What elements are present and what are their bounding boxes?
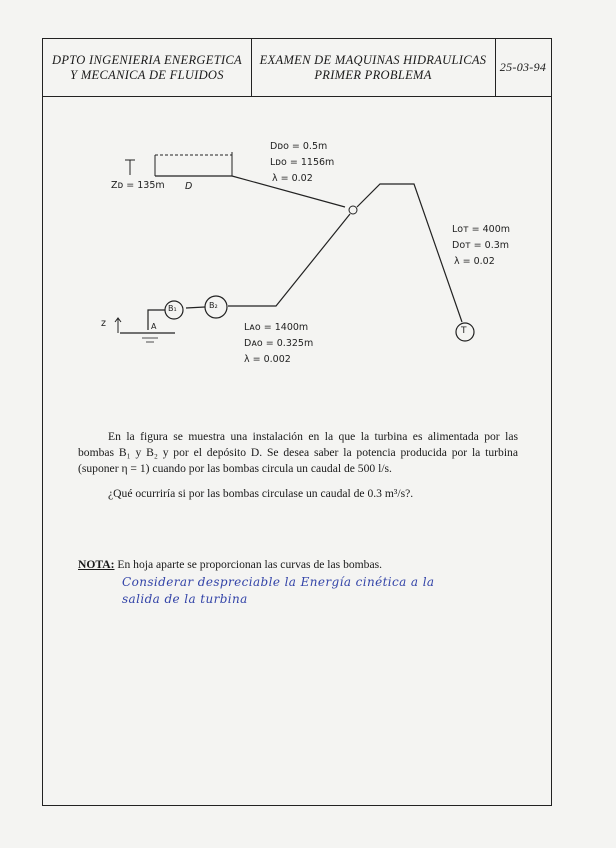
label-lao: Lᴀᴏ = 1400m [244, 322, 309, 333]
handwritten-note-line-1: Considerar despreciable la Energía cinética a la [122, 575, 435, 589]
note-label: NOTA: [78, 558, 115, 571]
label-t: T [461, 326, 467, 336]
pipe-a-o [228, 214, 350, 306]
exam-line-1: EXAMEN DE MAQUINAS HIDRAULICAS [259, 52, 487, 67]
label-dao: Dᴀᴏ = 0.325m [244, 338, 314, 349]
label-b1: B₁ [168, 304, 177, 313]
label-a: A [151, 322, 157, 331]
department-line-2: Y MECANICA DE FLUIDOS [70, 67, 224, 82]
problem-paragraph-1: En la figura se muestra una instalación en la que la turbina es alimentada por las bombas B₁ y B₂ y por el depósito D. Se desea saber la potencia producida por la turbina (suponer η = 1) cuando por las bombas circula un caudal de 500 l/s. [78, 430, 518, 475]
exam-line-2: PRIMER PROBLEMA [314, 67, 432, 82]
label-lambda-3: λ = 0.002 [244, 354, 291, 365]
note-text: En hoja aparte se proporcionan las curvas de las bombas. [114, 558, 383, 571]
label-lambda-1: λ = 0.02 [272, 173, 313, 184]
label-lod: Lᴅᴏ = 1156m [270, 157, 335, 168]
department-line-1: DPTO INGENIERIA ENERGETICA [52, 52, 242, 67]
label-dot: Dᴏᴛ = 0.3m [452, 240, 510, 251]
label-lambda-2: λ = 0.02 [454, 256, 495, 267]
label-zd: Zᴅ = 135m [111, 180, 165, 191]
exam-date: 25-03-94 [499, 60, 547, 74]
handwritten-note-line-2: salida de la turbina [122, 592, 248, 606]
label-d: D [185, 181, 193, 192]
note-line [78, 558, 382, 571]
label-z: z [101, 318, 106, 329]
label-b2: B₂ [209, 301, 218, 310]
label-lot: Lᴏᴛ = 400m [452, 224, 511, 235]
pipe-b1-b2 [186, 307, 205, 308]
problem-paragraph-2: ¿Qué ocurriría si por las bombas circulase un caudal de 0.3 m³/s?. [108, 487, 414, 500]
pipe-o-t [357, 184, 462, 322]
label-dod: Dᴅᴏ = 0.5m [270, 141, 328, 152]
